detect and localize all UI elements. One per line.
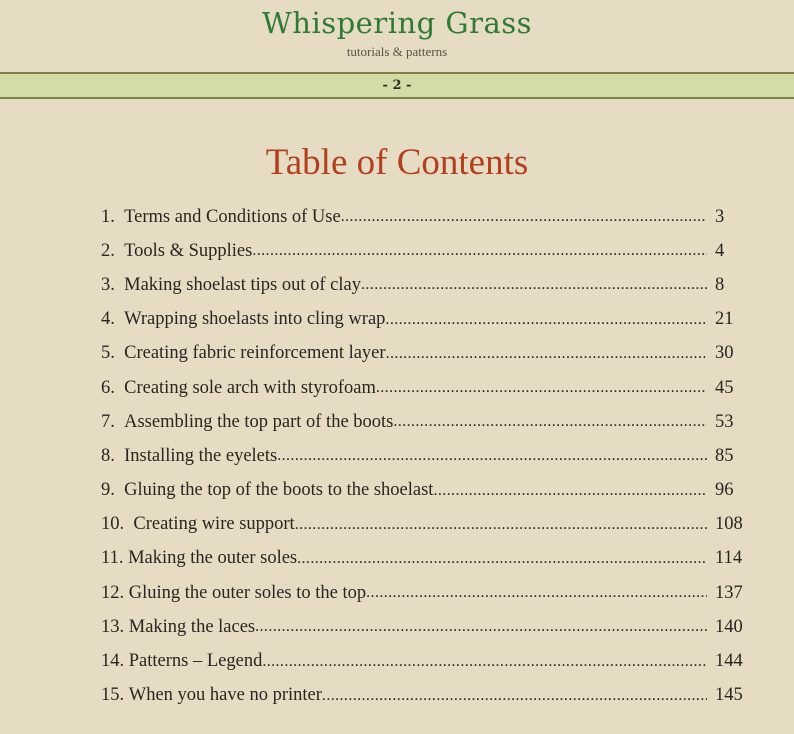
entry-page-number: 137: [715, 582, 743, 603]
page-title: Table of Contents: [265, 142, 529, 183]
entry-number: 3.: [101, 274, 125, 295]
entry-number: 10.: [101, 514, 134, 535]
entry-page-number: 3: [715, 206, 725, 227]
toc-entry[interactable]: [101, 337, 761, 371]
toc-entry[interactable]: [101, 644, 761, 678]
dot-leader: [297, 550, 707, 568]
page-indicator-bar: [0, 72, 794, 99]
entry-number: 11.: [101, 548, 129, 569]
dot-leader: [366, 584, 707, 602]
entry-title: Patterns – Legend: [128, 651, 263, 672]
brand-logo: Whispering Grass: [261, 6, 533, 40]
entry-title: Making shoelast tips out of clay: [124, 274, 361, 295]
dot-leader: [277, 447, 707, 465]
entry-page-number: 53: [715, 411, 734, 432]
entry-title: Making the outer soles: [128, 548, 298, 569]
dot-leader: [252, 242, 707, 260]
entry-title: Making the laces: [128, 616, 256, 637]
entry-number: 2.: [101, 240, 125, 261]
entry-number: 9.: [101, 480, 125, 501]
toc-entry[interactable]: [101, 439, 761, 473]
entry-number: 4.: [101, 309, 125, 330]
entry-title: Gluing the top of the boots to the shoelast: [124, 480, 434, 501]
dot-leader: [433, 482, 707, 500]
dot-leader: [255, 618, 707, 636]
entry-page-number: 8: [715, 274, 725, 295]
entry-title: Creating fabric reinforcement layer: [124, 343, 386, 364]
entry-page-number: 85: [715, 445, 734, 466]
dot-leader: [322, 687, 707, 705]
toc-entry[interactable]: [101, 508, 761, 542]
toc-entry[interactable]: [101, 576, 761, 610]
page-number: - 2 -: [382, 78, 412, 93]
entry-page-number: 45: [715, 377, 734, 398]
dot-leader: [361, 276, 707, 294]
toc-entry[interactable]: [101, 610, 761, 644]
dot-leader: [295, 516, 707, 534]
entry-number: 1.: [101, 206, 125, 227]
entry-title: Creating sole arch with styrofoam: [124, 377, 376, 398]
entry-title: Wrapping shoelasts into cling wrap: [124, 309, 386, 330]
dot-leader: [262, 653, 707, 671]
dot-leader: [341, 208, 707, 226]
entry-page-number: 96: [715, 480, 734, 501]
entry-number: 12.: [101, 582, 129, 603]
entry-title: Creating wire support: [133, 514, 295, 535]
entry-page-number: 21: [715, 309, 734, 330]
toc-entry[interactable]: [101, 679, 761, 713]
toc-entry[interactable]: [101, 474, 761, 508]
entry-page-number: 4: [715, 240, 725, 261]
toc-entry[interactable]: [101, 200, 761, 234]
toc-entry[interactable]: [101, 371, 761, 405]
dot-leader: [393, 413, 707, 431]
toc-entry[interactable]: [101, 303, 761, 337]
dot-leader: [376, 379, 707, 397]
dot-leader: [386, 345, 707, 363]
entry-title: Installing the eyelets: [124, 445, 278, 466]
entry-title: When you have no printer: [128, 685, 322, 706]
entry-number: 15.: [101, 685, 129, 706]
entry-title: Tools & Supplies: [124, 240, 253, 261]
entry-number: 6.: [101, 377, 125, 398]
dot-leader: [385, 311, 707, 329]
table-of-contents: [101, 200, 761, 713]
toc-entry[interactable]: [101, 542, 761, 576]
entry-page-number: 145: [715, 685, 743, 706]
entry-page-number: 114: [715, 548, 743, 569]
entry-page-number: 144: [715, 651, 743, 672]
entry-page-number: 30: [715, 343, 734, 364]
entry-page-number: 108: [715, 514, 743, 535]
entry-title: Gluing the outer soles to the top: [128, 582, 367, 603]
entry-number: 5.: [101, 343, 125, 364]
entry-title: Assembling the top part of the boots: [124, 411, 394, 432]
toc-entry[interactable]: [101, 234, 761, 268]
toc-entry[interactable]: [101, 268, 761, 302]
entry-page-number: 140: [715, 616, 743, 637]
entry-number: 8.: [101, 445, 125, 466]
brand-tagline: tutorials & patterns: [346, 44, 448, 59]
entry-title: Terms and Conditions of Use: [124, 206, 341, 227]
entry-number: 13.: [101, 616, 129, 637]
entry-number: 7.: [101, 411, 125, 432]
entry-number: 14.: [101, 651, 129, 672]
toc-entry[interactable]: [101, 405, 761, 439]
